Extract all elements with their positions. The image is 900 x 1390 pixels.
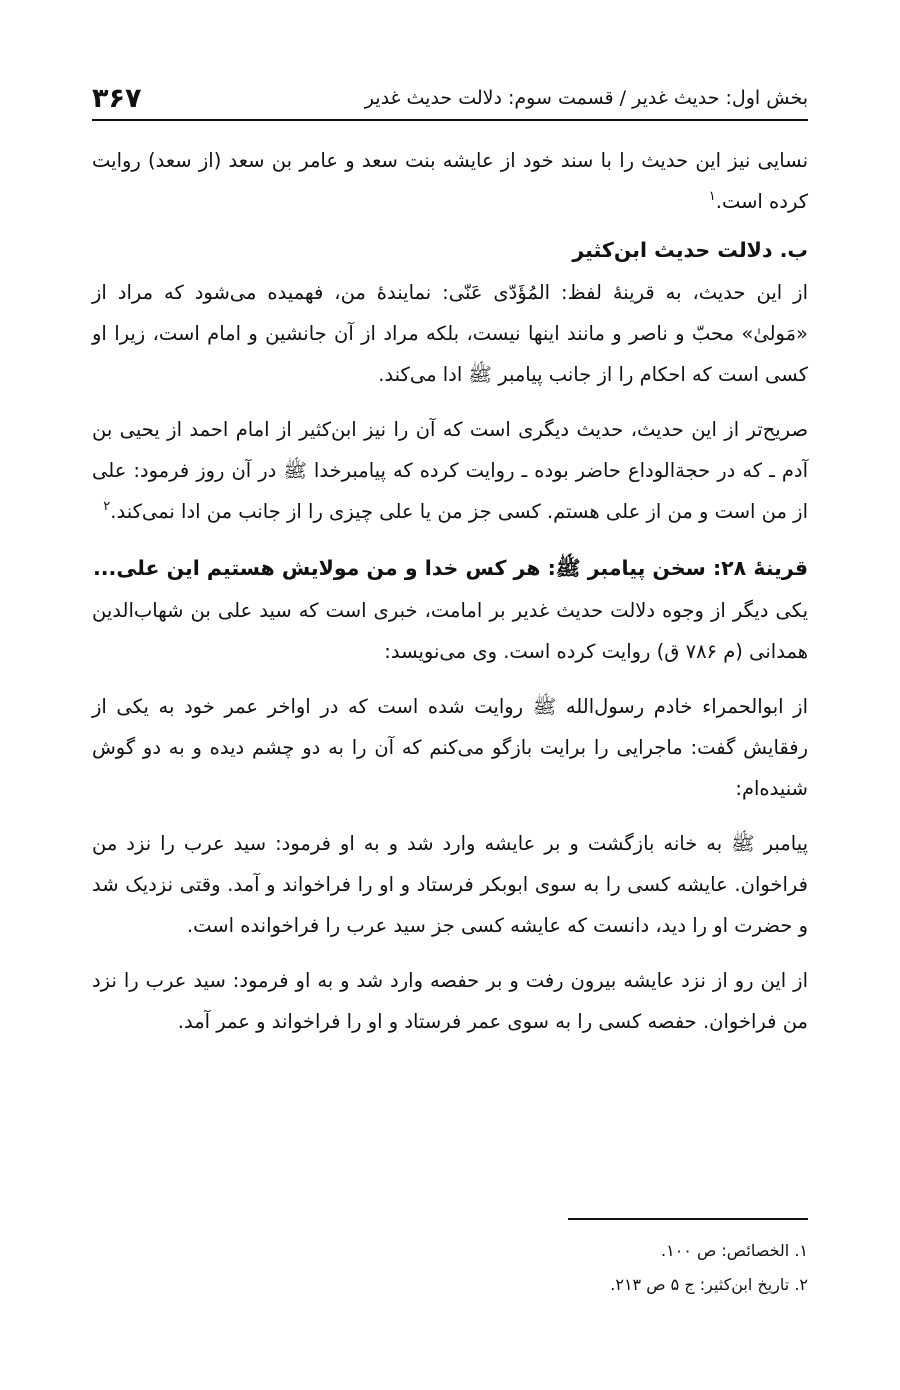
- main-text: [92, 140, 808, 1042]
- paragraph-nasai: نسایی نیز این حدیث را با سند خود از عایشه بنت سعد و عامر بن سعد (از سعد) روایت کرده است.$^۱$: [92, 149, 808, 213]
- paragraph-ayesha: پیامبر ﷺ به خانه بازگشت و بر عایشه وارد شد و به او فرمود: سید عرب را نزد من فراخوان. عایشه کسی را به سوی ابوبکر فرستاد و او را فراخواند و آمد. وقتی نزدیک شد و حضرت او را دید، دانست که عایشه کسی جز سید عرب را فراخوانده است.: [92, 832, 808, 937]
- footnote-rule: [568, 1218, 808, 1220]
- page-number: ۳۶۷: [92, 82, 142, 114]
- footnote-marker-2[interactable]: ۲: [103, 499, 111, 514]
- header-rule: [92, 119, 808, 121]
- paragraph-sarih: صریح‌تر از این حدیث، حدیث دیگری است که آن را نیز ابن‌کثیر از امام احمد از یحیی بن آدم ـ که در حجة‌الوداع حاضر بوده ـ روایت کرده که پیامبرخدا ﷺ در آن روز فرمود: علی از من است و من از علی هستم. کسی جز من یا علی چیزی را از جانب من ادا نمی‌کند.$^۲$: [92, 418, 808, 523]
- page-header: [92, 78, 808, 118]
- footnote-2: ۲. تاریخ ابن‌کثیر: ج ۵ ص ۲۱۳.: [610, 1275, 808, 1294]
- paragraph-muaddi: از این حدیث، به قرینهٔ لفظ: المُؤَدّی عَنّی: نمایندهٔ من، فهمیده می‌شود که مراد از «مَولیٰ» محبّ و ناصر و مانند اینها نیست، بلکه مراد از آن جانشین و امام است، زیرا او کسی است که احکام را از جانب پیامبر ﷺ ادا می‌کند.: [92, 281, 808, 386]
- paragraph-abulhamra: از ابوالحمراء خادم رسول‌الله ﷺ روایت شده است که در اواخر عمر خود به یکی از رفقایش گفت: ماجرایی را برایت بازگو می‌کنم که آن را به دو چشم دیده و به دو گوش شنیده‌ام:: [92, 695, 808, 800]
- section-heading-qarina-28: قرینهٔ ۲۸: سخن پیامبر ﷺ: هر کس خدا و من مولایش هستیم این علی...: [92, 556, 808, 580]
- footnotes: [92, 1234, 808, 1302]
- footnote-marker-1[interactable]: ۱: [708, 189, 716, 204]
- paragraph-hafsa: از این رو از نزد عایشه بیرون رفت و بر حفصه وارد شد و به او فرمود: سید عرب را نزد من فراخوان. حفصه کسی را به سوی عمر فرستاد و او را فراخواند و عمر آمد.: [92, 969, 808, 1033]
- paragraph-hamadani: یکی دیگر از وجوه دلالت حدیث غدیر بر امامت، خبری است که سید علی بن شهاب‌الدین همدانی (م ۷۸۶ ق) روایت کرده است. وی می‌نویسد:: [92, 599, 808, 663]
- running-head: بخش اول: حدیث غدیر / قسمت سوم: دلالت حدیث غدیر: [364, 87, 808, 109]
- section-heading-b: ب. دلالت حدیث ابن‌کثیر: [572, 238, 808, 262]
- footnote-1: ۱. الخصائص: ص ۱۰۰.: [661, 1241, 808, 1260]
